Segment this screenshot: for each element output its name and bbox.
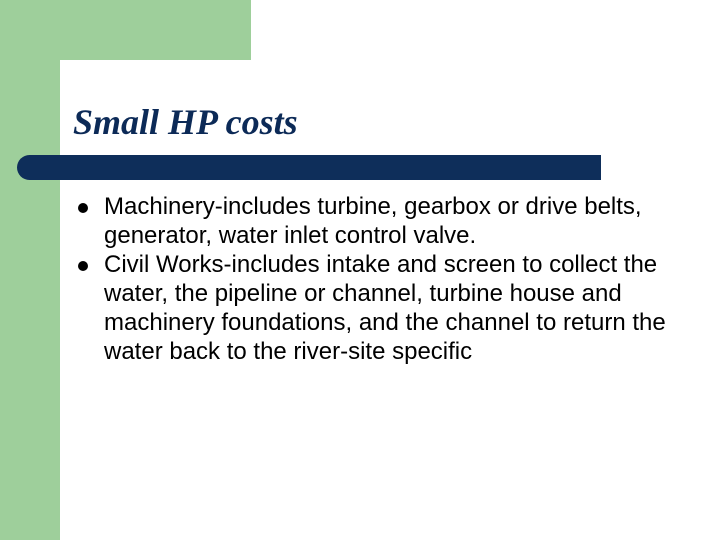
bullet-dot-icon [78,203,88,213]
bullet-item-machinery [73,192,673,250]
slide-title: Small HP costs [73,102,298,142]
bullet-text-civil-works: Civil Works-includes intake and screen to collect the water, the pipeline or channel, turbine house and machinery foundations, and the channel to return the water back to the river-site specific [104,251,666,365]
bullet-list [73,192,673,366]
bullet-item-civil-works [73,250,673,366]
title-underline-bar [17,155,601,180]
bullet-dot-icon [78,261,88,271]
decorative-left-band [0,0,60,540]
bullet-text-machinery: Machinery-includes turbine, gearbox or drive belts, generator, water inlet control valve. [104,193,642,249]
decorative-top-band [0,0,251,60]
